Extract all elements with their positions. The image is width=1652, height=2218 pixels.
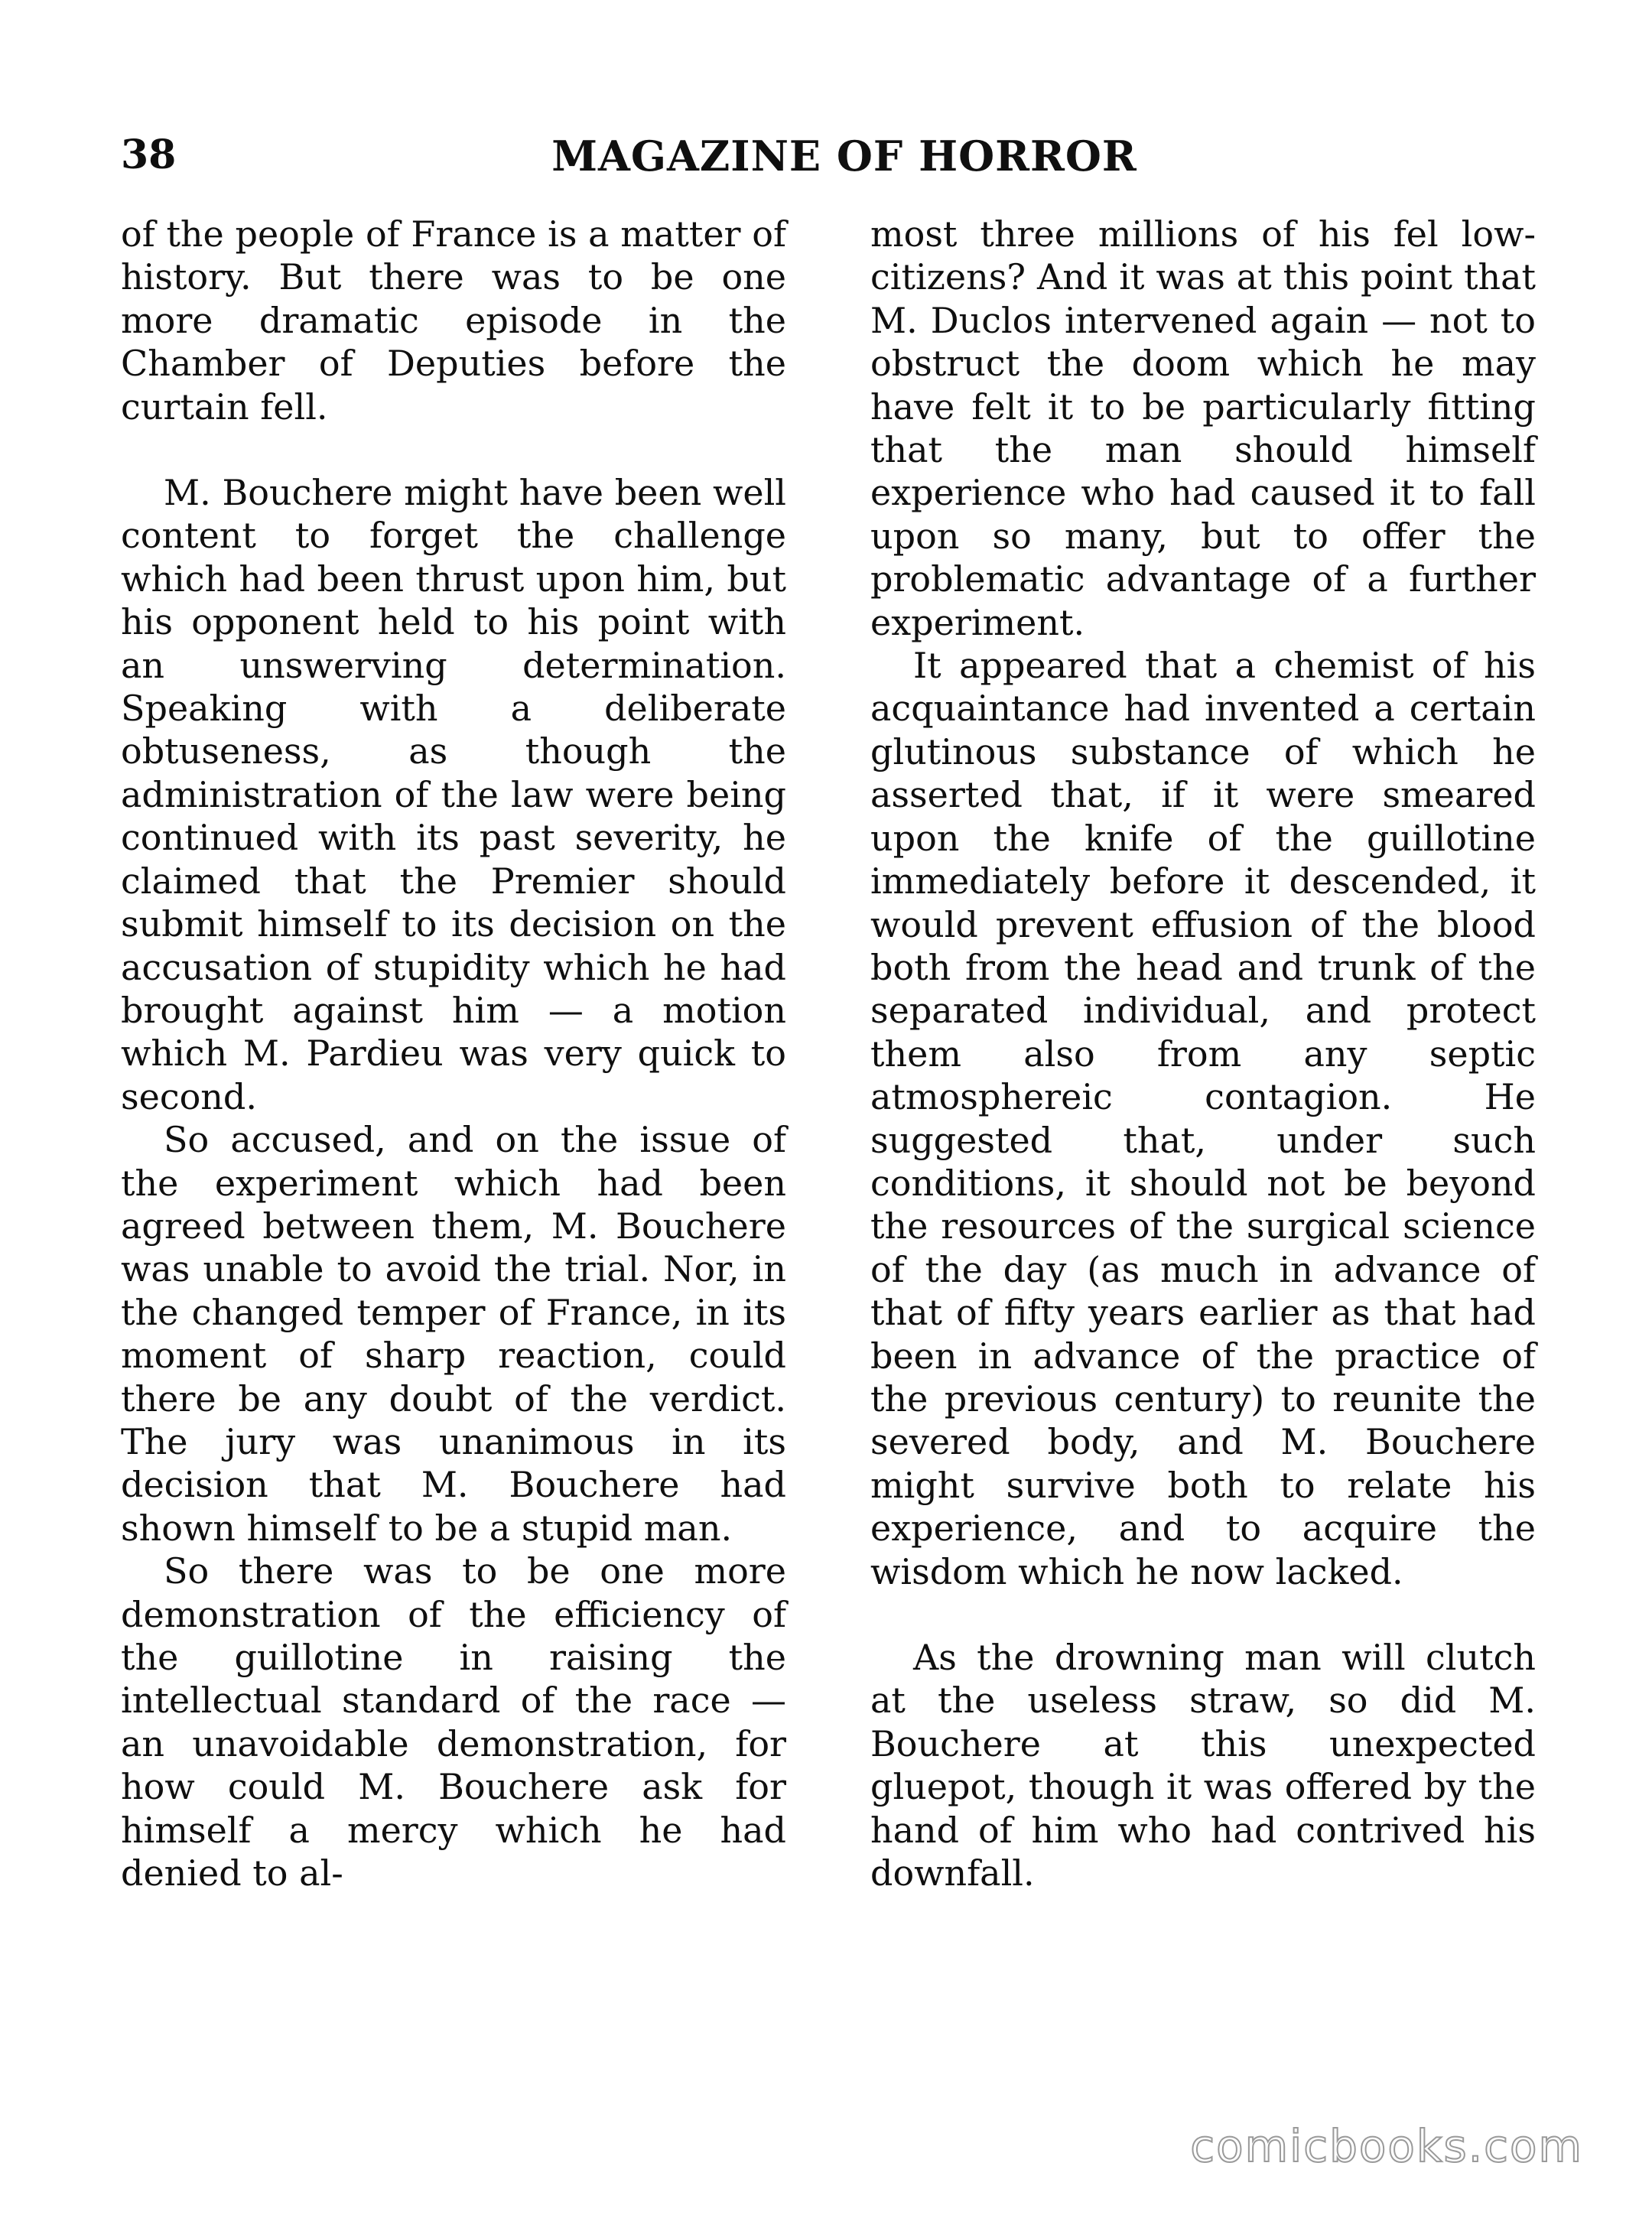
left-column bbox=[121, 213, 786, 1894]
watermark: comicbooks.com bbox=[1190, 2120, 1583, 2172]
page-header bbox=[121, 127, 1537, 196]
paragraph: So there was to be one more demonstration of the efficiency of the guillotine in raising the intellectual standard of the race — an unavoidable demonstration, for how could M. Bouchere ask for himself a mercy which he had denied to al- bbox=[121, 1550, 786, 1894]
paragraph: of the people of France is a matter of history. But there was to be one more dramatic episode in the Chamber of Deputies before the curtain fell. bbox=[121, 213, 786, 428]
right-column bbox=[870, 213, 1536, 1894]
paragraph: It appeared that a chemist of his acquaintance had invented a certain glutinous substance of which he asserted that, if it were smeared upon the knife of the guillotine immediately before it descended, it would prevent effusion of the blood both from the head and trunk of the separated individual, and protect them also from any septic atmosphereic contagion. He suggested that, under such conditions, it should not be beyond the resources of the surgical science of the day (as much in advance of that of fifty years earlier as that had been in advance of the practice of the previous century) to reunite the severed body, and M. Bouchere might survive both to relate his experience, and to acquire the wisdom which he now lacked. bbox=[870, 645, 1536, 1592]
paragraph: So accused, and on the issue of the experiment which had been agreed between them, M. Bouchere was unable to avoid the trial. Nor, in the changed temper of France, in its moment of sharp reaction, could there be any doubt of the verdict. The jury was unanimous in its decision that M. Bouchere had shown himself to be a stupid man. bbox=[121, 1119, 786, 1549]
paragraph: As the drowning man will clutch at the useless straw, so did M. Bouchere at this unexpected gluepot, though it was offered by the hand of him who had contrived his downfall. bbox=[870, 1637, 1536, 1894]
page-number: 38 bbox=[121, 132, 177, 178]
paragraph: most three millions of his fel low-citizens? And it was at this point that M. Duclos intervened again — not to obstruct the doom which he may have felt it to be particularly fitting that the man should himself experience who had caused it to fall upon so many, but to offer the problematic advantage of a further experiment. bbox=[870, 213, 1536, 643]
paragraph: M. Bouchere might have been well content to forget the challenge which had been thrust upon him, but his opponent held to his point with an unswerving determination. Speaking with a deliberate obtuseness, as though the administration of the law were being continued with its past severity, he claimed that the Premier should submit himself to its decision on the accusation of stupidity which he had brought against him — a motion which M. Pardieu was very quick to second. bbox=[121, 472, 786, 1117]
running-title: MAGAZINE OF HORROR bbox=[551, 132, 1137, 180]
